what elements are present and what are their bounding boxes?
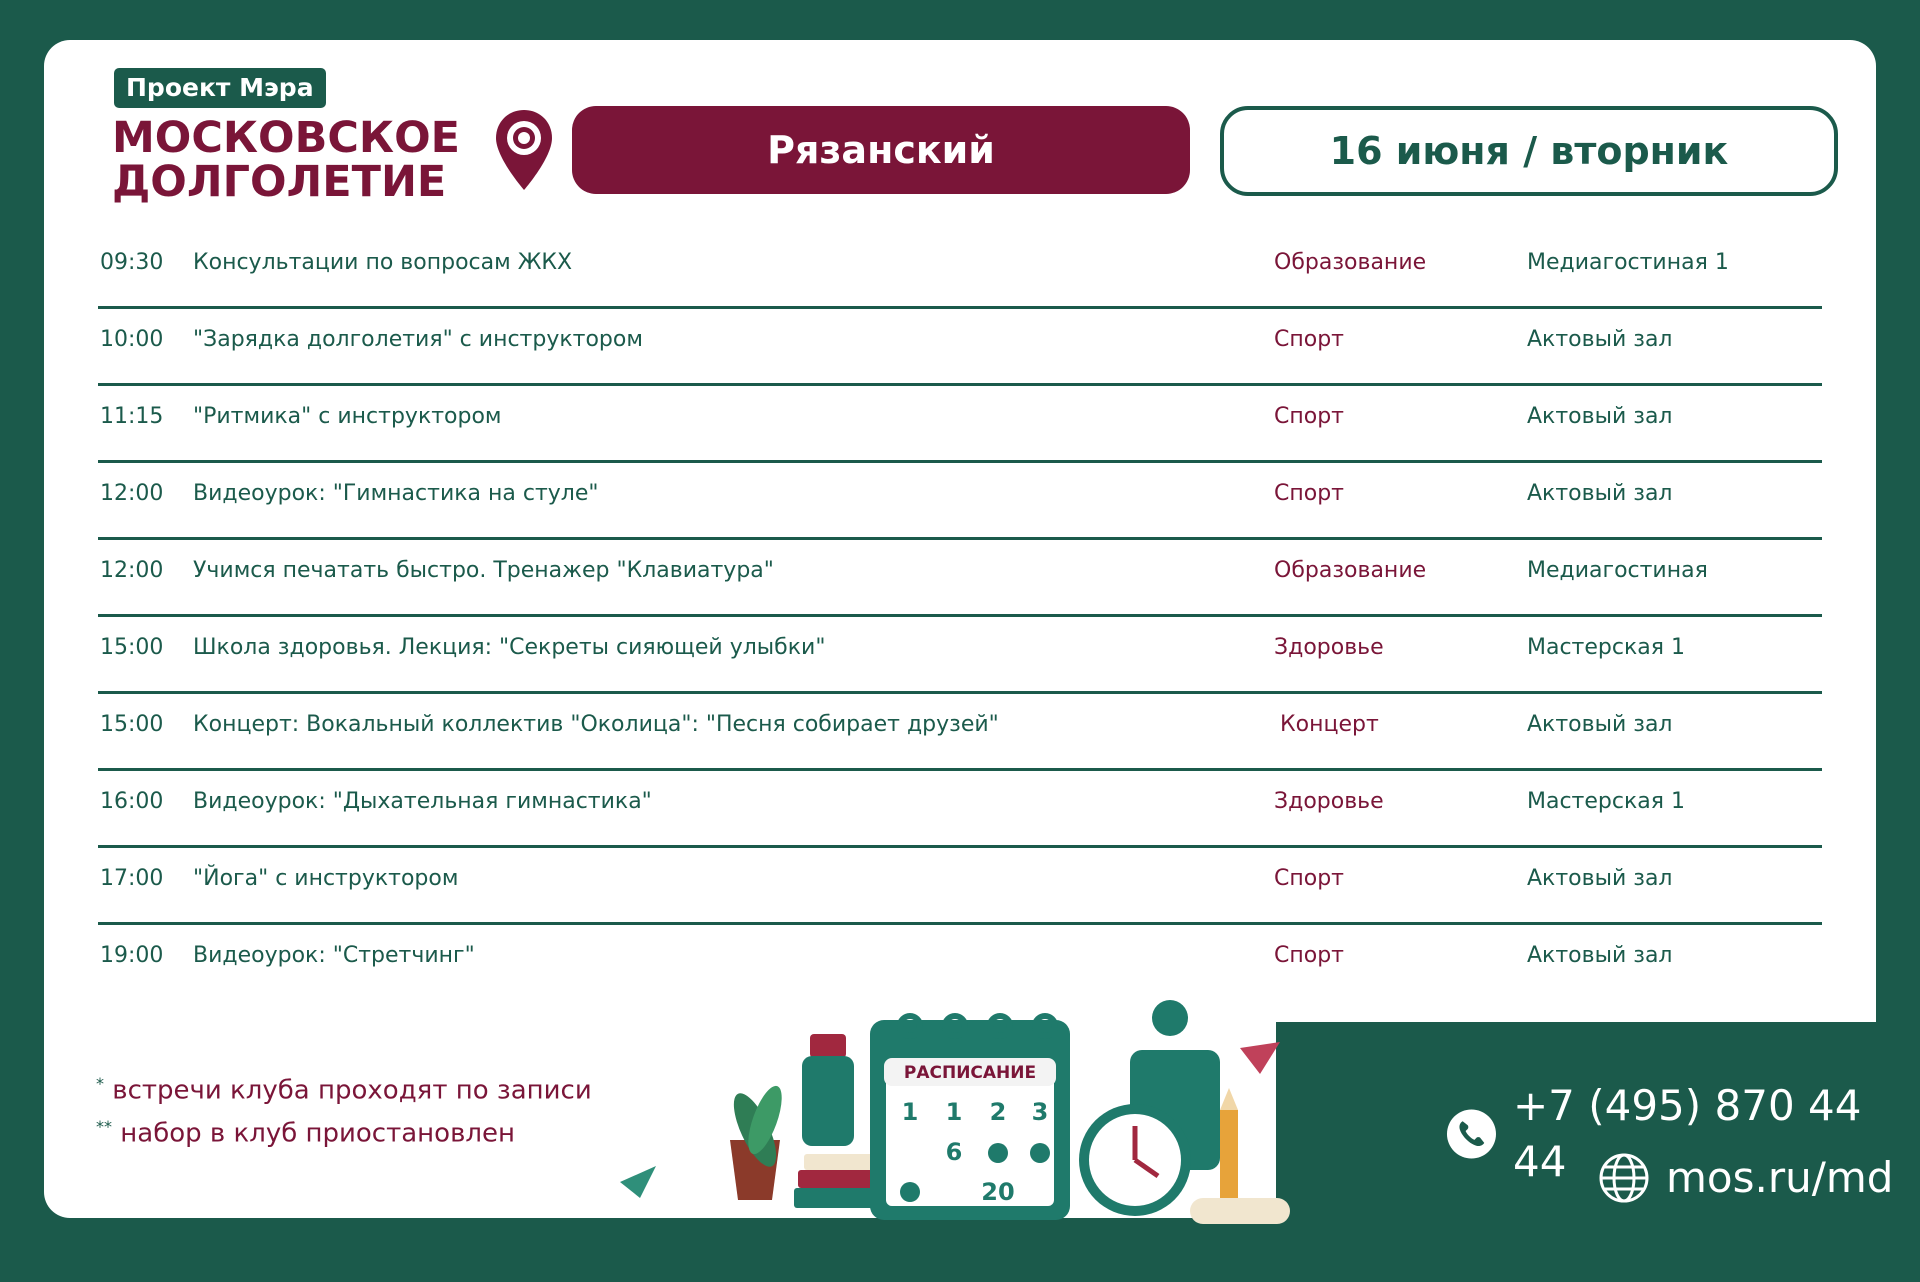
event-title: Учимся печатать быстро. Тренажер "Клавиатура"	[193, 558, 774, 583]
svg-text:20: 20	[981, 1178, 1015, 1206]
site-url[interactable]: mos.ru/md	[1666, 1153, 1894, 1202]
event-title: Консультации по вопросам ЖКХ	[193, 250, 573, 275]
event-time: 19:00	[100, 943, 164, 968]
event-title: Видеоурок: "Дыхательная гимнастика"	[193, 789, 652, 814]
event-title: "Йога" с инструктором	[193, 866, 459, 891]
table-row	[98, 540, 1822, 617]
event-title: Видеоурок: "Стретчинг"	[193, 943, 475, 968]
event-time: 16:00	[100, 789, 164, 814]
event-time: 10:00	[100, 327, 164, 352]
event-time: 12:00	[100, 481, 164, 506]
plant-icon	[725, 1082, 788, 1200]
phone-icon	[1446, 1108, 1497, 1160]
event-category: Здоровье	[1274, 789, 1384, 814]
schedule-illustration	[580, 970, 1300, 1230]
globe-icon	[1598, 1152, 1650, 1204]
event-time: 09:30	[100, 250, 164, 275]
logo-line-2: ДОЛГОЛЕТИЕ	[112, 157, 447, 207]
event-category: Концерт	[1280, 712, 1379, 737]
district-name: Рязанский	[572, 106, 1190, 194]
event-place: Медиагостиная	[1527, 558, 1708, 583]
calendar-icon	[870, 1016, 1070, 1220]
event-time: 11:15	[100, 404, 164, 429]
paper-plane-icon	[1240, 1042, 1280, 1074]
svg-text:РАСПИСАНИЕ: РАСПИСАНИЕ	[903, 1063, 1037, 1083]
event-time: 12:00	[100, 558, 164, 583]
event-time: 15:00	[100, 635, 164, 660]
event-time: 17:00	[100, 866, 164, 891]
event-place: Актовый зал	[1527, 866, 1673, 891]
logo-line-1: МОСКОВСКОЕ	[112, 113, 461, 163]
event-category: Спорт	[1274, 404, 1344, 429]
svg-text:2: 2	[989, 1098, 1007, 1126]
event-place: Актовый зал	[1527, 481, 1673, 506]
event-title: Видеоурок: "Гимнастика на стуле"	[193, 481, 599, 506]
table-row	[98, 309, 1822, 386]
event-place: Актовый зал	[1527, 327, 1673, 352]
event-title: Концерт: Вокальный коллектив "Околица": "Песня собирает друзей"	[193, 712, 999, 737]
table-row	[98, 386, 1822, 463]
phone-number: +7 (495) 870 44 44	[1512, 1081, 1862, 1186]
footnotes	[96, 1066, 592, 1151]
table-row	[98, 617, 1822, 694]
footnote-2: ** набор в клуб приостановлен	[96, 1116, 516, 1149]
date-weekday: 16 июня / вторник	[1220, 106, 1838, 196]
event-place: Медиагостиная 1	[1527, 250, 1729, 275]
table-row	[98, 463, 1822, 540]
table-row	[98, 232, 1822, 309]
logo-badge: Проект Мэра	[114, 68, 326, 108]
event-category: Спорт	[1274, 866, 1344, 891]
svg-text:1: 1	[901, 1098, 919, 1126]
table-row	[98, 848, 1822, 925]
event-category: Спорт	[1274, 943, 1344, 968]
event-category: Здоровье	[1274, 635, 1384, 660]
event-place: Актовый зал	[1527, 404, 1673, 429]
site-contact	[1598, 1150, 1893, 1206]
pencil-icon	[1220, 1088, 1238, 1200]
event-title: Школа здоровья. Лекция: "Секреты сияющей улыбки"	[193, 635, 826, 660]
paper-plane-icon	[620, 1166, 656, 1198]
event-place: Мастерская 1	[1527, 635, 1685, 660]
event-category: Образование	[1274, 250, 1427, 275]
event-time: 15:00	[100, 712, 164, 737]
event-title: "Зарядка долголетия" с инструктором	[193, 327, 643, 352]
footnote-1: * встречи клуба проходят по записи	[96, 1074, 592, 1106]
event-place: Мастерская 1	[1527, 789, 1685, 814]
event-place: Актовый зал	[1527, 712, 1673, 737]
table-row	[98, 694, 1822, 771]
svg-text:3: 3	[1031, 1098, 1049, 1126]
table-row	[98, 771, 1822, 848]
bottle-icon	[802, 1034, 854, 1146]
event-category: Спорт	[1274, 481, 1344, 506]
double-asterisk-icon: **	[96, 1116, 112, 1136]
event-category: Образование	[1274, 558, 1427, 583]
event-title: "Ритмика" с инструктором	[193, 404, 502, 429]
svg-text:6: 6	[945, 1138, 963, 1166]
asterisk-icon: *	[96, 1074, 104, 1093]
svg-text:1: 1	[945, 1098, 963, 1126]
event-place: Актовый зал	[1527, 943, 1673, 968]
clock-icon	[1079, 1000, 1220, 1216]
schedule-table	[98, 232, 1822, 999]
location-pin-icon	[494, 108, 554, 192]
eraser-icon	[1190, 1198, 1290, 1224]
event-category: Спорт	[1274, 327, 1344, 352]
